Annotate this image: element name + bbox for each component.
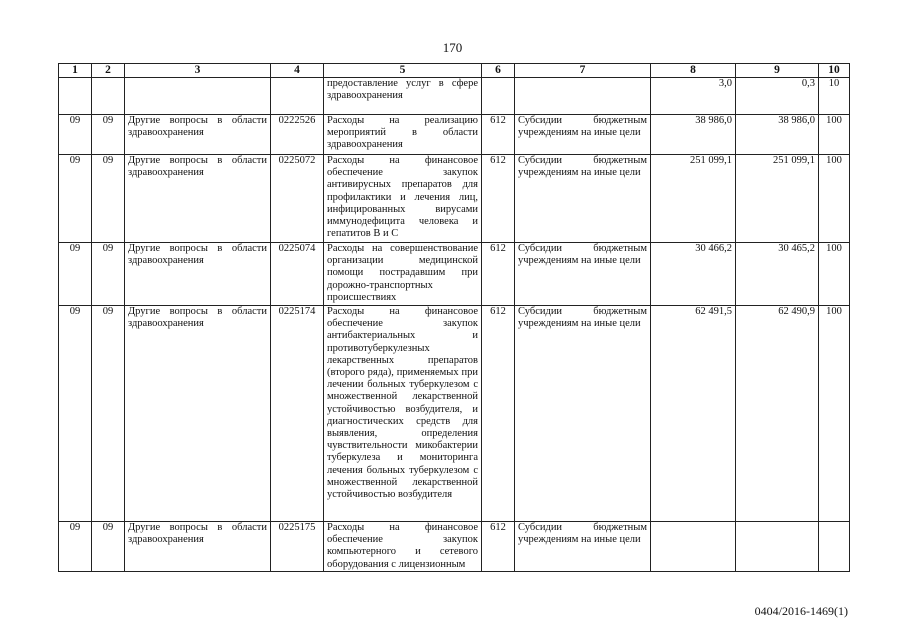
table-row <box>59 115 850 155</box>
planned-amount-cell: 251 099,1 <box>651 155 736 243</box>
expense-type-name-cell: Субсидии бюджетным учреждениям на иные цели <box>515 115 651 155</box>
execution-percent-cell: 10 <box>819 78 850 115</box>
target-article-cell: 0225074 <box>271 243 324 306</box>
subsection-name-cell: Другие вопросы в области здравоохранения <box>125 306 271 522</box>
expense-description-cell: Расходы на финансовое обеспечение закупок антивирусных препаратов для профилактики и лечения лиц, инфицированных вирусами иммунодефицита человека и гепатитов В и С <box>324 155 482 243</box>
executed-amount-cell <box>736 522 819 572</box>
column-header: 10 <box>819 64 850 78</box>
planned-amount-cell: 62 491,5 <box>651 306 736 522</box>
executed-amount-cell: 30 465,2 <box>736 243 819 306</box>
target-article-cell: 0222526 <box>271 115 324 155</box>
page-number: 170 <box>442 40 463 55</box>
expense-type-name-cell: Субсидии бюджетным учреждениям на иные цели <box>515 522 651 572</box>
executed-amount-cell: 0,3 <box>736 78 819 115</box>
expense-type-code-cell: 612 <box>482 243 515 306</box>
section-code-cell: 09 <box>59 155 92 243</box>
subsection-code-cell: 09 <box>92 243 125 306</box>
table-row <box>59 78 850 115</box>
table-row <box>59 155 850 243</box>
header-row <box>59 64 850 78</box>
expense-type-code-cell: 612 <box>482 115 515 155</box>
target-article-cell: 0225174 <box>271 306 324 522</box>
subsection-code-cell: 09 <box>92 306 125 522</box>
expense-type-code-cell: 612 <box>482 306 515 522</box>
column-header: 8 <box>651 64 736 78</box>
expense-type-name-cell <box>515 78 651 115</box>
column-header: 4 <box>271 64 324 78</box>
target-article-cell: 0225072 <box>271 155 324 243</box>
subsection-name-cell <box>125 78 271 115</box>
section-code-cell: 09 <box>59 306 92 522</box>
expense-type-code-cell <box>482 78 515 115</box>
target-article-cell <box>271 78 324 115</box>
column-header: 2 <box>92 64 125 78</box>
execution-percent-cell: 100 <box>819 115 850 155</box>
expense-type-name-cell: Субсидии бюджетным учреждениям на иные цели <box>515 155 651 243</box>
planned-amount-cell: 30 466,2 <box>651 243 736 306</box>
section-code-cell: 09 <box>59 243 92 306</box>
expense-type-code-cell: 612 <box>482 522 515 572</box>
section-code-cell <box>59 78 92 115</box>
execution-percent-cell: 100 <box>819 243 850 306</box>
subsection-code-cell: 09 <box>92 155 125 243</box>
section-code-cell: 09 <box>59 115 92 155</box>
execution-percent-cell <box>819 522 850 572</box>
subsection-name-cell: Другие вопросы в области здравоохранения <box>125 115 271 155</box>
expense-description-cell: Расходы на совершенствование организации медицинской помощи пострадавшим при дорожно-транспортных происшествиях <box>324 243 482 306</box>
expense-description-cell: предоставление услуг в сфере здравоохранения <box>324 78 482 115</box>
expense-description-cell: Расходы на финансовое обеспечение закупок компьютерного и сетевого оборудования с лицензионным <box>324 522 482 572</box>
executed-amount-cell: 62 490,9 <box>736 306 819 522</box>
column-header: 9 <box>736 64 819 78</box>
column-header: 3 <box>125 64 271 78</box>
budget-table <box>58 63 850 572</box>
table-row <box>59 522 850 572</box>
expense-description-cell: Расходы на реализацию мероприятий в области здравоохранения <box>324 115 482 155</box>
subsection-code-cell: 09 <box>92 115 125 155</box>
column-header: 6 <box>482 64 515 78</box>
expense-type-name-cell: Субсидии бюджетным учреждениям на иные цели <box>515 306 651 522</box>
execution-percent-cell: 100 <box>819 306 850 522</box>
target-article-cell: 0225175 <box>271 522 324 572</box>
subsection-name-cell: Другие вопросы в области здравоохранения <box>125 243 271 306</box>
section-code-cell: 09 <box>59 522 92 572</box>
column-header: 5 <box>324 64 482 78</box>
execution-percent-cell: 100 <box>819 155 850 243</box>
subsection-name-cell: Другие вопросы в области здравоохранения <box>125 155 271 243</box>
executed-amount-cell: 38 986,0 <box>736 115 819 155</box>
document-id: 0404/2016-1469(1) <box>754 604 848 618</box>
subsection-name-cell: Другие вопросы в области здравоохранения <box>125 522 271 572</box>
executed-amount-cell: 251 099,1 <box>736 155 819 243</box>
planned-amount-cell: 38 986,0 <box>651 115 736 155</box>
table-row <box>59 306 850 522</box>
column-header: 1 <box>59 64 92 78</box>
expense-type-name-cell: Субсидии бюджетным учреждениям на иные цели <box>515 243 651 306</box>
subsection-code-cell: 09 <box>92 522 125 572</box>
planned-amount-cell: 3,0 <box>651 78 736 115</box>
planned-amount-cell <box>651 522 736 572</box>
table-row <box>59 243 850 306</box>
column-header: 7 <box>515 64 651 78</box>
expense-type-code-cell: 612 <box>482 155 515 243</box>
expense-description-cell: Расходы на финансовое обеспечение закупок антибактериальных и противотуберкулезных лекарственных препаратов (второго ряда), применяемых при лечении больных туберкулезом с множественной лекарственной устойчивостью возбудителя, и диагностических средств для выявления, определения чувствительности микобактерии туберкулеза и мониторинга лечения больных туберкулезом с множественной лекарственной устойчивостью возбудителя <box>324 306 482 522</box>
subsection-code-cell <box>92 78 125 115</box>
